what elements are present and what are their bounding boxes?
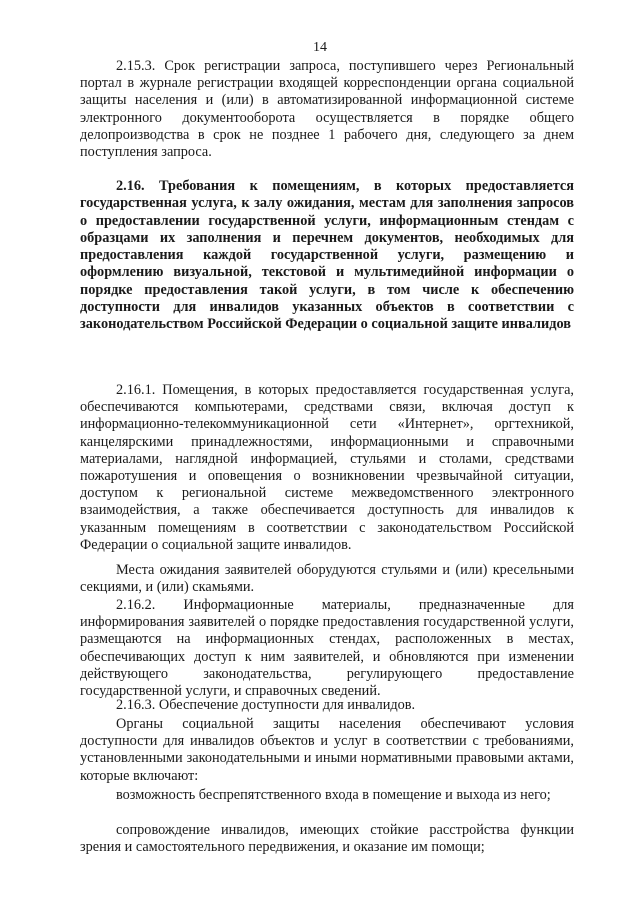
list-item-entrance: возможность беспрепятственного входа в помещение и выхода из него; (116, 787, 551, 803)
paragraph-accessibility-conditions: Органы социальной защиты населения обеспечивают условия доступности для инвалидов объектов и услуг в соответствии с требованиями, установленными законодательными и иными нормативными правовыми актами, которые включают: (80, 716, 574, 784)
paragraph-waiting-places: Места ожидания заявителей оборудуются стульями и (или) кресельными секциями, и (или) скамьями. (80, 562, 574, 596)
section-heading-2-16: 2.16. Требования к помещениям, в которых предоставляется государственная услуга, к залу ожидания, местам для заполнения запросов о предоставлении государственной услуги, информационным стендам с образцами их заполнения и перечнем документов, необходимых для предоставления каждой государственной услуги, размещению и оформлению визуальной, текстовой и мультимедийной информации о порядке предоставления такой услуги, в том числе к обеспечению доступности для инвалидов указанных объектов в соответствии с законодательством Российской Федерации о социальной защите инвалидов (80, 178, 574, 333)
paragraph-2-16-3: 2.16.3. Обеспечение доступности для инвалидов. (116, 697, 416, 713)
list-item-escort: сопровождение инвалидов, имеющих стойкие расстройства функции зрения и самостоятельного передвижения, и оказание им помощи; (80, 822, 574, 856)
paragraph-2-15-3: 2.15.3. Срок регистрации запроса, поступившего через Региональный портал в журнале регистрации входящей корреспонденции органа социальной защиты населения и (или) в автоматизированной информационной системе электронного документооборота осуществляется в порядке общего делопроизводства в срок не позднее 1 рабочего дня, следующего за днем поступления запроса. (80, 58, 574, 161)
paragraph-2-16-1: 2.16.1. Помещения, в которых предоставляется государственная услуга, обеспечиваются компьютерами, средствами связи, включая доступ к информационно-телекоммуникационной сети «Интернет», оргтехникой, канцелярскими принадлежностями, информационными и справочными материалами, наглядной информацией, стульями и столами, средствами пожаротушения и оповещения о возникновении чрезвычайной ситуации, доступом к региональной системе межведомственного электронного взаимодействия, а также обеспечивается доступность для инвалидов к указанным помещениям в соответствии с законодательством Российской Федерации о социальной защите инвалидов. (80, 382, 574, 553)
paragraph-2-16-2: 2.16.2. Информационные материалы, предназначенные для информирования заявителей о порядке предоставления государственной услуги, размещаются на информационных стендах, расположенных в местах, обеспечивающих доступ к ним заявителей, и обновляются при изменении действующего законодательства, регулирующего предоставление государственной услуги, и справочных сведений. (80, 597, 574, 700)
page-number: 14 (313, 40, 327, 55)
